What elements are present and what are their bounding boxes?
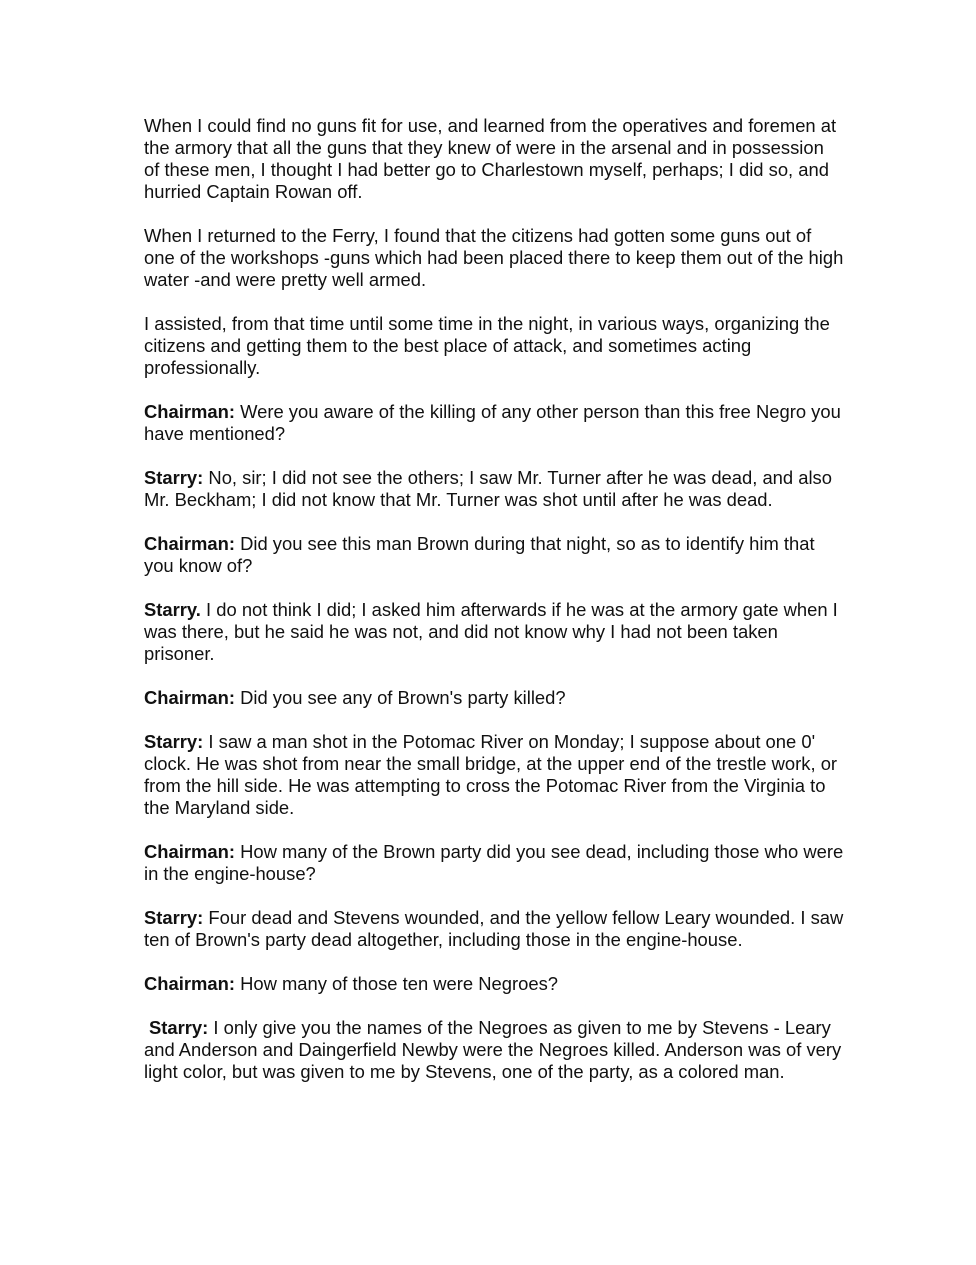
speaker-label: Chairman:: [144, 687, 235, 708]
testimony-question-2: [144, 533, 844, 577]
paragraph-text: I saw a man shot in the Potomac River on Monday; I suppose about one 0' clock. He was shot from near the small bridge, at the upper end of the trestle work, or from the hill side. He was attempting to cross the Potomac River from the Virginia to the Maryland side.: [144, 731, 838, 818]
paragraph-text: Did you see this man Brown during that night, so as to identify him that you know of?: [144, 533, 815, 576]
speaker-label: Chairman:: [144, 841, 235, 862]
paragraph-text: I only give you the names of the Negroes as given to me by Stevens - Leary and Anderson and Daingerfield Newby were the Negroes killed. Anderson was of very light color, but was given to me by Stevens, one of the party, as a colored man.: [144, 1017, 842, 1082]
paragraph-text: I assisted, from that time until some time in the night, in various ways, organizing the citizens and getting them to the best place of attack, and sometimes acting professionally.: [144, 313, 830, 378]
paragraph-text: When I returned to the Ferry, I found that the citizens had gotten some guns out of one of the workshops -guns which had been placed there to keep them out of the high water -and were pretty well armed.: [144, 225, 844, 290]
speaker-label: Starry:: [144, 467, 204, 488]
testimony-answer-4: [144, 907, 844, 951]
speaker-label: Chairman:: [144, 401, 235, 422]
speaker-label: Starry:: [144, 907, 204, 928]
testimony-answer-1: [144, 467, 844, 511]
testimony-question-3: [144, 687, 844, 709]
document-page: [144, 115, 844, 1105]
paragraph-text: How many of those ten were Negroes?: [240, 973, 558, 994]
narrative-paragraph-2: [144, 225, 844, 291]
paragraph-text: No, sir; I did not see the others; I saw Mr. Turner after he was dead, and also Mr. Beckham; I did not know that Mr. Turner was shot until after he was dead.: [144, 467, 832, 510]
paragraph-text: How many of the Brown party did you see dead, including those who were in the engine-house?: [144, 841, 844, 884]
testimony-answer-3: [144, 731, 844, 819]
testimony-question-4: [144, 841, 844, 885]
testimony-question-5: [144, 973, 844, 995]
speaker-label: Chairman:: [144, 533, 235, 554]
testimony-answer-5: [144, 1017, 844, 1083]
speaker-label: Chairman:: [144, 973, 235, 994]
speaker-label: Starry:: [149, 1017, 209, 1038]
narrative-paragraph-1: [144, 115, 844, 203]
narrative-paragraph-3: [144, 313, 844, 379]
paragraph-text: When I could find no guns fit for use, and learned from the operatives and foremen at the armory that all the guns that they knew of were in the arsenal and in possession of these men, I thought I had better go to Charlestown myself, perhaps; I did so, and hurried Captain Rowan off.: [144, 115, 837, 202]
speaker-label: Starry:: [144, 731, 204, 752]
paragraph-text: Four dead and Stevens wounded, and the yellow fellow Leary wounded. I saw ten of Brown's party dead altogether, including those in the engine-house.: [144, 907, 844, 950]
paragraph-text: Did you see any of Brown's party killed?: [240, 687, 566, 708]
paragraph-text: Were you aware of the killing of any other person than this free Negro you have mentioned?: [144, 401, 841, 444]
testimony-answer-2: [144, 599, 844, 665]
speaker-label: Starry.: [144, 599, 201, 620]
paragraph-text: I do not think I did; I asked him afterwards if he was at the armory gate when I was there, but he said he was not, and did not know why I had not been taken prisoner.: [144, 599, 838, 664]
testimony-question-1: [144, 401, 844, 445]
